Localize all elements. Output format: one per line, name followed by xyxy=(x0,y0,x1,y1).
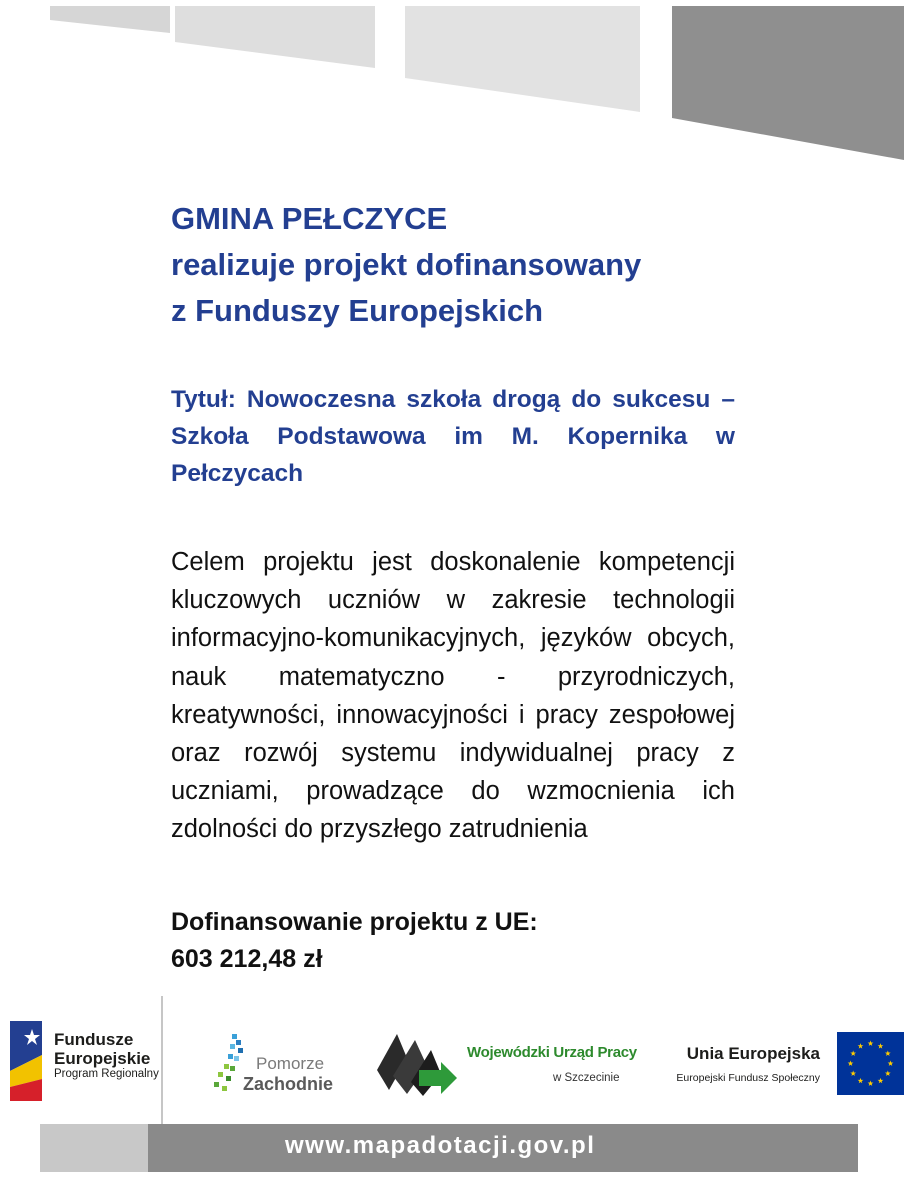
logo-divider xyxy=(161,996,163,1124)
wup-line-2: w Szczecinie xyxy=(553,1072,620,1084)
wup-logo xyxy=(375,1030,637,1100)
heading-line-1: GMINA PEŁCZYCE xyxy=(171,201,448,236)
project-title: Tytuł: Nowoczesna szkoła drogą do sukcesu – Szkoła Podstawowa im M. Kopernika w Pełczycach xyxy=(171,386,735,487)
ue-line-1: Unia Europejska xyxy=(686,1044,820,1063)
top-decoration xyxy=(0,0,909,165)
funding-info xyxy=(171,904,735,978)
heading xyxy=(171,196,735,334)
eu-flag-icon xyxy=(837,1032,904,1095)
fe-star-icon xyxy=(6,1021,46,1101)
ue-line-2: Europejski Fundusz Społeczny xyxy=(676,1072,820,1084)
url-bar-light-segment xyxy=(40,1124,148,1172)
footer-url-bar xyxy=(40,1124,858,1172)
fe-line-2: Europejskie xyxy=(54,1049,151,1068)
footer-url[interactable]: www.mapadotacji.gov.pl xyxy=(285,1132,596,1159)
wup-line-1: Wojewódzki Urząd Pracy xyxy=(467,1044,637,1061)
heading-line-2: realizuje projekt dofinansowany xyxy=(171,247,642,282)
fe-subtitle: Program Regionalny xyxy=(54,1068,159,1080)
project-description: Celem projektu jest doskonalenie kompetencji kluczowych uczniów w zakresie technologii informacyjno-komunikacyjnych, języków obcych, nauk matematyczno - przyrodniczych, kreatywności, innowacyjności i pracy zespołowej oraz rozwój systemu indywidualnej pracy z uczniami, prowadzące do wzmocnienia ich zdolności do przyszłego zatrudnienia xyxy=(171,548,735,844)
unia-europejska-logo xyxy=(672,1034,837,1094)
wup-arrow-icon xyxy=(375,1030,460,1098)
funding-label: Dofinansowanie projektu z UE: xyxy=(171,908,538,936)
heading-line-3: z Funduszy Europejskich xyxy=(171,293,544,328)
logo-bar xyxy=(0,996,909,1126)
funding-amount: 603 212,48 zł xyxy=(171,945,323,973)
fundusze-europejskie-logo xyxy=(6,1016,159,1106)
pz-line-1: Pomorze xyxy=(256,1054,325,1073)
fe-title xyxy=(54,1030,150,1068)
fe-line-1: Fundusze xyxy=(54,1030,134,1049)
pz-line-2: Zachodnie xyxy=(243,1074,334,1094)
pomorze-zachodnie-logo xyxy=(210,1030,335,1100)
